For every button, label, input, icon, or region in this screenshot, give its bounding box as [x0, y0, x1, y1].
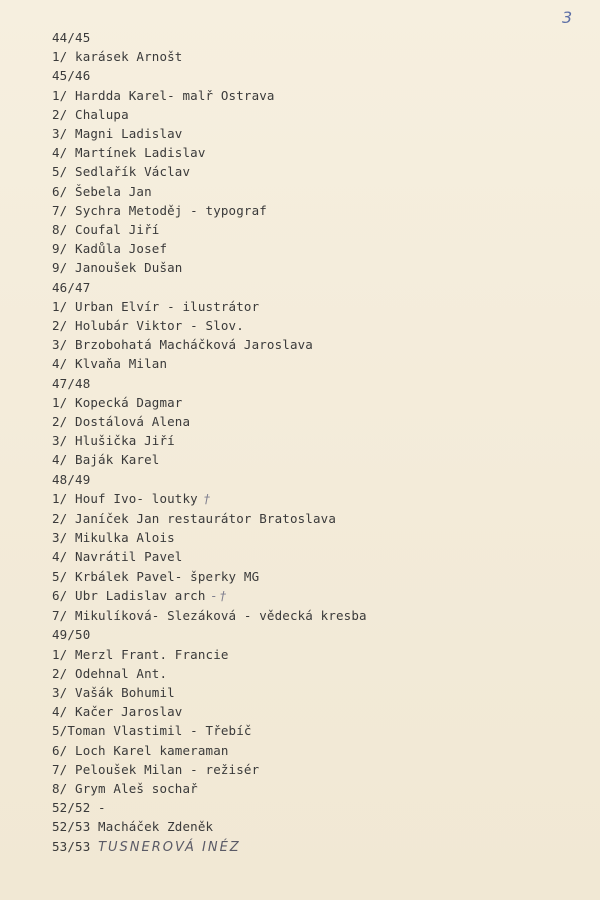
list-line — [52, 278, 572, 297]
line-text: 7/ Peloušek Milan - režisér — [52, 761, 260, 777]
list-line — [52, 412, 572, 431]
list-line — [52, 297, 572, 316]
line-text: 52/52 - — [52, 800, 106, 816]
list-line — [52, 702, 572, 721]
line-text: 4/ Kačer Jaroslav — [52, 704, 183, 720]
line-text: 2/ Dostálová Alena — [52, 414, 191, 430]
list-line — [52, 105, 572, 124]
line-text: 3/ Mikulka Alois — [52, 530, 175, 546]
line-text: 46/47 — [52, 279, 91, 295]
line-text: 8/ Grym Aleš sochař — [52, 780, 198, 796]
line-text: 6/ Šebela Jan — [52, 183, 152, 199]
line-text: 3/ Brzobohatá Macháčková Jaroslava — [52, 337, 313, 353]
line-text: 4/ Baják Karel — [52, 452, 160, 468]
list-line — [52, 547, 572, 566]
list-line — [52, 741, 572, 760]
line-text: 53/53 — [52, 838, 91, 854]
line-text: 1/ karásek Arnošt — [52, 49, 183, 65]
list-line — [52, 779, 572, 798]
list-line — [52, 431, 572, 450]
student-list — [52, 28, 572, 857]
list-line — [52, 470, 572, 489]
list-line — [52, 837, 572, 857]
line-text: 5/ Sedlařík Václav — [52, 164, 191, 180]
list-line — [52, 645, 572, 664]
line-text: 7/ Mikulíková- Slezáková - vědecká kresba — [52, 608, 367, 624]
list-line — [52, 201, 572, 220]
line-text: 9/ Janoušek Dušan — [52, 260, 183, 276]
line-text: 3/ Hlušička Jiří — [52, 433, 175, 449]
line-text: 48/49 — [52, 471, 91, 487]
list-line — [52, 567, 572, 586]
list-line — [52, 721, 572, 740]
list-line — [52, 220, 572, 239]
line-text: 7/ Sychra Metoděj - typograf — [52, 202, 267, 218]
line-text: 6/ Ubr Ladislav arch — [52, 587, 206, 603]
line-text: 1/ Hardda Karel- malř Ostrava — [52, 87, 275, 103]
list-line — [52, 509, 572, 528]
list-line — [52, 528, 572, 547]
line-text: 4/ Navrátil Pavel — [52, 549, 183, 565]
page-number: 3 — [562, 8, 573, 27]
line-text: 5/ Krbálek Pavel- šperky MG — [52, 568, 260, 584]
line-text: 4/ Klvaňa Milan — [52, 356, 168, 372]
list-line — [52, 817, 572, 836]
line-text: 3/ Vašák Bohumil — [52, 684, 175, 700]
list-line — [52, 489, 572, 509]
list-line — [52, 683, 572, 702]
list-line — [52, 393, 572, 412]
line-text: 1/ Kopecká Dagmar — [52, 394, 183, 410]
list-line — [52, 606, 572, 625]
line-text: 5/Toman Vlastimil - Třebíč — [52, 723, 252, 739]
line-text: 47/48 — [52, 375, 91, 391]
list-line — [52, 258, 572, 277]
line-text: 45/46 — [52, 68, 91, 84]
list-line — [52, 28, 572, 47]
line-text: 3/ Magni Ladislav — [52, 126, 183, 142]
list-line — [52, 66, 572, 85]
list-line — [52, 239, 572, 258]
handwritten-annotation: - † — [211, 588, 227, 603]
line-text: 52/53 Macháček Zdeněk — [52, 819, 214, 835]
list-line — [52, 182, 572, 201]
line-text: 1/ Merzl Frant. Francie — [52, 646, 229, 662]
list-line — [52, 335, 572, 354]
list-line — [52, 586, 572, 606]
list-line — [52, 625, 572, 644]
line-text: 2/ Chalupa — [52, 106, 129, 122]
line-text: 2/ Odehnal Ant. — [52, 665, 168, 681]
line-text: 9/ Kadůla Josef — [52, 241, 168, 257]
handwritten-entry: TUSNEROVÁ INÉZ — [98, 839, 241, 855]
line-text: 6/ Loch Karel kameraman — [52, 742, 229, 758]
list-line — [52, 798, 572, 817]
line-text: 8/ Coufal Jiří — [52, 222, 160, 238]
list-line — [52, 124, 572, 143]
line-text: 44/45 — [52, 30, 91, 45]
list-line — [52, 760, 572, 779]
line-text: 4/ Martínek Ladislav — [52, 145, 206, 161]
list-line — [52, 374, 572, 393]
list-line — [52, 143, 572, 162]
line-text: 1/ Urban Elvír - ilustrátor — [52, 298, 260, 314]
list-line — [52, 354, 572, 373]
line-text: 2/ Holubár Viktor - Slov. — [52, 318, 244, 334]
list-line — [52, 316, 572, 335]
list-line — [52, 664, 572, 683]
list-line — [52, 47, 572, 66]
handwritten-annotation: † — [203, 491, 210, 506]
line-text: 1/ Houf Ivo- loutky — [52, 490, 198, 506]
line-text: 49/50 — [52, 627, 91, 643]
list-line — [52, 162, 572, 181]
list-line — [52, 86, 572, 105]
list-line — [52, 450, 572, 469]
line-text: 2/ Janíček Jan restaurátor Bratoslava — [52, 511, 336, 527]
